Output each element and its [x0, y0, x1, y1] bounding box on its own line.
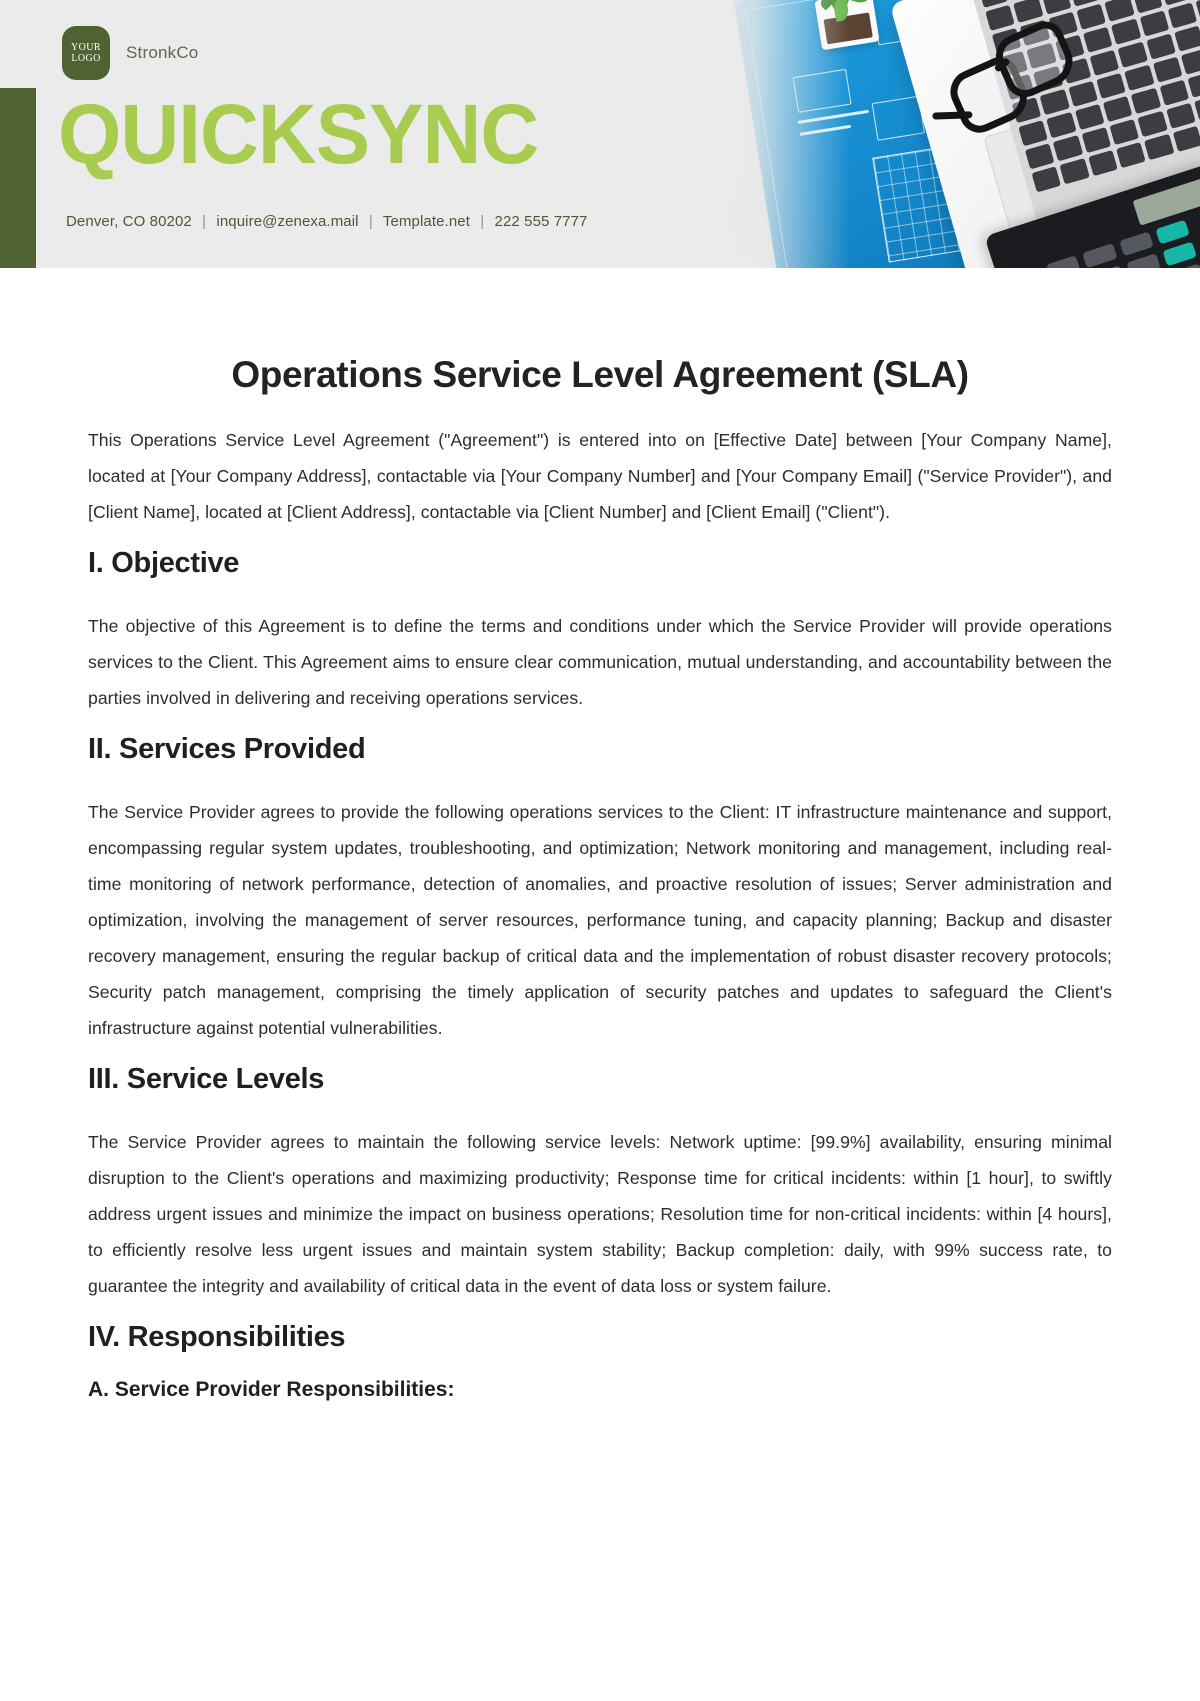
brand-row: [62, 26, 198, 80]
document-title: Operations Service Level Agreement (SLA): [231, 354, 969, 395]
company-name: StronkCo: [126, 43, 199, 62]
eyeglasses-temple: [932, 111, 972, 119]
calculator-keypad: [1010, 220, 1200, 268]
subsection-heading-service-provider-responsibilities: A. Service Provider Responsibilities:: [88, 1378, 455, 1401]
contact-separator: |: [202, 213, 207, 230]
contact-email: inquire@zenexa.mail: [216, 213, 359, 230]
document-body: [0, 354, 1200, 1406]
contact-info-line: [66, 213, 588, 230]
left-accent-bar: [0, 88, 36, 268]
contact-phone: 222 555 7777: [494, 213, 588, 230]
section-body-services-provided: The Service Provider agrees to provide the following operations services to the Client: IT infrastructure maintenance and support, encompassing regular system updates, troubleshooting, and optimization; Network monitoring and management, including real-time monitoring of network performance, detection of anomalies, and proactive resolution of issues; Server administration and optimization, involving the management of server resources, performance tuning, and capacity planning; Backup and disaster recovery management, ensuring the regular backup of critical data and the implementation of robust disaster recovery protocols; Security patch management, comprising the timely application of security patches and updates to safeguard the Client's infrastructure against potential vulnerabilities.: [88, 802, 1112, 1038]
section-body-service-levels: The Service Provider agrees to maintain the following service levels: Network uptime: [99.9%] availability, ensuring minimal disruption to the Client's operations and maximizing productivity; Response time for critical incidents: within [1 hour], to swiftly address urgent issues and minimize the impact on business operations; Resolution time for non-critical incidents: within [4 hours], to efficiently resolve less urgent issues and maintain system stability; Backup completion: daily, with 99% success rate, to guarantee the integrity and availability of critical data in the event of data loss or system failure.: [88, 1132, 1112, 1296]
photo-edge-fade: [700, 0, 850, 268]
calculator-screen: [1133, 178, 1200, 226]
intro-paragraph: This Operations Service Level Agreement ("Agreement") is entered into on [Effective Date] between [Your Company Name], located at [Your Company Address], contactable via [Your Company Number] and [Your Company Email] ("Service Provider"), and [Client Name], located at [Client Address], contactable via [Client Number] and [Client Email] ("Client").: [88, 430, 1112, 522]
header-photo-desk-flatlay: [700, 0, 1200, 268]
brand-headline: QUICKSYNC: [58, 87, 539, 181]
section-body-objective: The objective of this Agreement is to define the terms and conditions under which the Service Provider will provide operations services to the Client. This Agreement aims to ensure clear communication, mutual understanding, and accountability between the parties involved in delivering and receiving operations services.: [88, 616, 1112, 708]
section-heading-service-levels: III. Service Levels: [88, 1063, 325, 1095]
section-heading-objective: I. Objective: [88, 547, 240, 579]
section-heading-services-provided: II. Services Provided: [88, 733, 366, 765]
logo-text-line-2: LOGO: [71, 53, 101, 64]
logo-text-line-1: YOUR: [71, 42, 101, 53]
contact-separator: |: [368, 213, 373, 230]
section-heading-responsibilities: IV. Responsibilities: [88, 1321, 346, 1353]
letterhead-banner: [0, 0, 1200, 268]
contact-separator: |: [480, 213, 485, 230]
company-logo: [62, 26, 110, 80]
contact-address: Denver, CO 80202: [66, 213, 192, 230]
contact-website: Template.net: [382, 213, 470, 230]
